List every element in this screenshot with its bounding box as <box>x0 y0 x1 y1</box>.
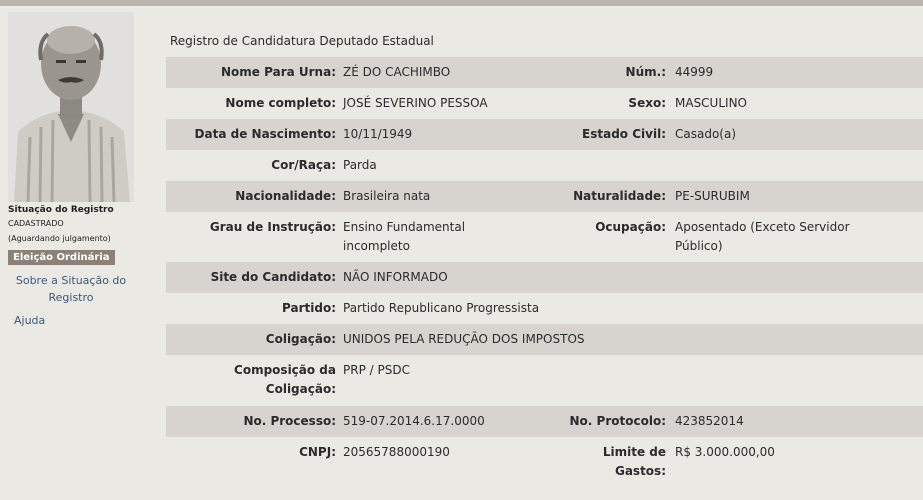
sobre-link-line1: Sobre a Situação do <box>15 274 127 287</box>
nome-completo-value: JOSÉ SEVERINO PESSOA <box>343 96 488 110</box>
ocupacao-value-line1: Aposentado (Exceto Servidor <box>675 220 850 234</box>
eleicao-badge: Eleição Ordinária <box>8 250 115 265</box>
situacao-status: CADASTRADO <box>8 219 64 228</box>
top-bar <box>0 0 923 6</box>
row-cnpj <box>166 437 923 487</box>
partido-value: Partido Republicano Progressista <box>343 301 540 315</box>
nome-urna-value: ZÉ DO CACHIMBO <box>343 65 451 79</box>
site-label: Site do Candidato: <box>210 270 336 284</box>
cnpj-value: 20565788000190 <box>343 445 450 459</box>
coligacao-label: Coligação: <box>265 332 336 346</box>
ocupacao-value-line2: Público) <box>675 239 723 253</box>
situacao-title: Situação do Registro <box>8 205 114 215</box>
naturalidade-label: Naturalidade: <box>573 189 666 203</box>
row-processo <box>166 406 923 438</box>
nascimento-label: Data de Nascimento: <box>194 127 336 141</box>
nascimento-value: 10/11/1949 <box>343 127 413 141</box>
cnpj-label: CNPJ: <box>299 445 336 459</box>
row-nome-urna <box>166 57 923 89</box>
row-cor-raca <box>166 150 923 182</box>
sexo-value: MASCULINO <box>675 96 747 110</box>
partido-label: Partido: <box>282 301 336 315</box>
limite-label-line1: Limite de <box>602 445 666 459</box>
row-grau-instrucao <box>166 212 923 263</box>
coligacao-value: UNIDOS PELA REDUÇÃO DOS IMPOSTOS <box>343 332 585 346</box>
processo-value: 519-07.2014.6.17.0000 <box>343 414 485 428</box>
nacionalidade-value: Brasileira nata <box>343 189 431 203</box>
composicao-label-line1: Composição da <box>234 363 336 377</box>
protocolo-label: No. Protocolo: <box>569 414 666 428</box>
estado-civil-value: Casado(a) <box>675 127 737 141</box>
site-value: NÃO INFORMADO <box>343 270 448 284</box>
naturalidade-value: PE-SURUBIM <box>675 189 750 203</box>
grau-value-line2: incompleto <box>343 239 410 253</box>
grau-label: Grau de Instrução: <box>209 220 336 234</box>
ocupacao-label: Ocupação: <box>595 220 666 234</box>
protocolo-value: 423852014 <box>675 414 744 428</box>
candidate-photo <box>8 12 134 202</box>
row-nome-completo <box>166 88 923 120</box>
limite-label-line2: Gastos: <box>614 464 666 478</box>
nome-completo-label: Nome completo: <box>225 96 336 110</box>
row-partido <box>166 293 923 325</box>
sexo-label: Sexo: <box>628 96 666 110</box>
row-nascimento <box>166 119 923 151</box>
row-site <box>166 262 923 294</box>
sobre-situacao-link[interactable] <box>8 272 134 306</box>
row-coligacao <box>166 324 923 356</box>
grau-value-line1: Ensino Fundamental <box>343 220 466 234</box>
nacionalidade-label: Nacionalidade: <box>235 189 336 203</box>
row-composicao <box>166 355 923 407</box>
composicao-label-line2: Coligação: <box>265 382 336 396</box>
nome-urna-label: Nome Para Urna: <box>221 65 336 79</box>
estado-civil-label: Estado Civil: <box>582 127 666 141</box>
num-label: Núm.: <box>625 65 666 79</box>
section-title: Registro de Candidatura Deputado Estadual <box>170 34 434 48</box>
ajuda-link[interactable]: Ajuda <box>14 314 46 327</box>
num-value: 44999 <box>675 65 714 79</box>
processo-label: No. Processo: <box>243 414 336 428</box>
sobre-link-line2: Registro <box>48 291 94 304</box>
composicao-value: PRP / PSDC <box>343 363 410 377</box>
row-nacionalidade <box>166 181 923 213</box>
cor-label: Cor/Raça: <box>271 158 336 172</box>
situacao-note: (Aguardando julgamento) <box>8 234 111 243</box>
limite-value: R$ 3.000.000,00 <box>675 445 775 459</box>
cor-value: Parda <box>343 158 377 172</box>
